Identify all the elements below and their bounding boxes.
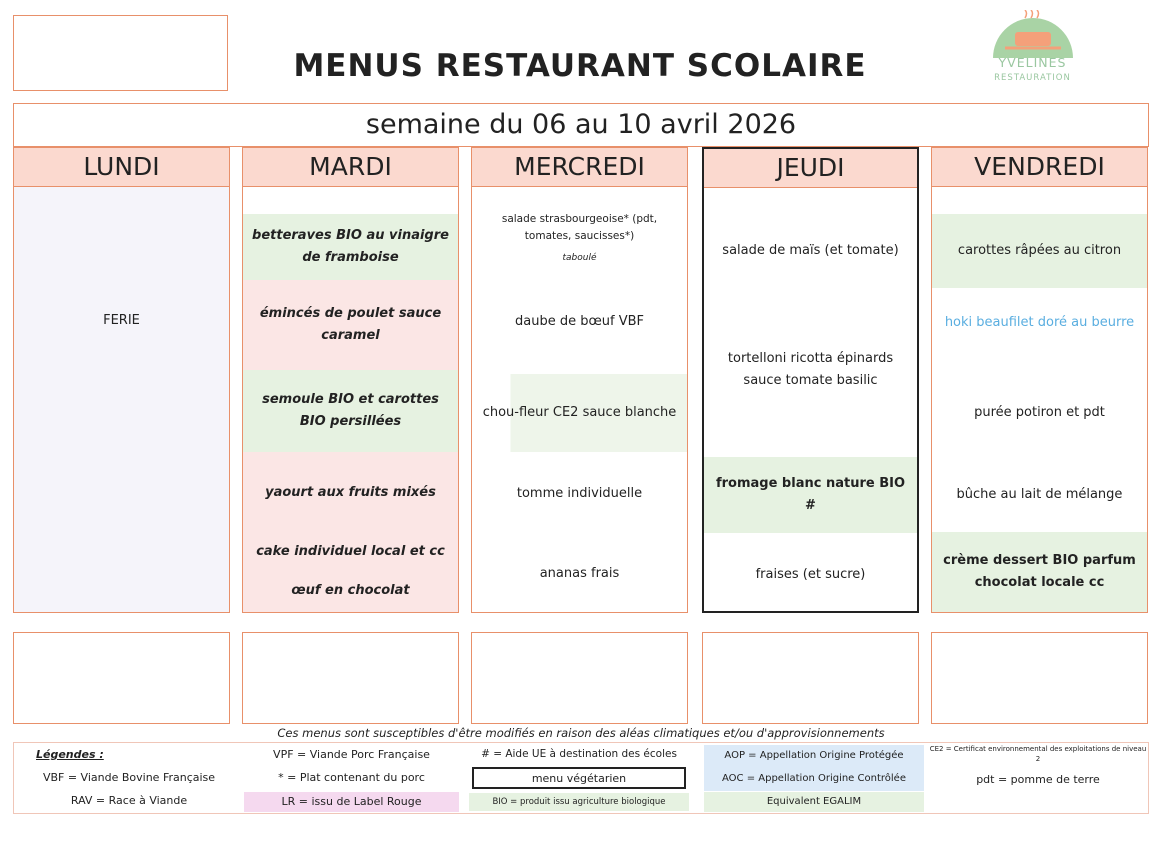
day-header-vendredi: VENDREDI bbox=[932, 148, 1147, 187]
legend-bio: BIO = produit issu agriculture biologique bbox=[469, 793, 689, 811]
legend-vbf: VBF = Viande Bovine Française bbox=[42, 771, 216, 784]
disclaimer: Ces menus sont susceptibles d'être modifiés en raison des aléas climatiques et/ou d'approvisionnements bbox=[277, 726, 885, 740]
bottom-box-mardi bbox=[242, 632, 459, 724]
legend-veg: menu végétarien bbox=[472, 767, 686, 789]
day-column-vendredi bbox=[931, 147, 1148, 613]
menu-item: tomme individuelle bbox=[516, 486, 643, 501]
menu-item: bûche au lait de mélange bbox=[956, 487, 1123, 502]
legend-box bbox=[13, 742, 1149, 814]
legend-aoc: AOC = Appellation Origine Contrôlée bbox=[704, 767, 924, 791]
legend-pdt: pdt = pomme de terre bbox=[976, 773, 1100, 786]
legend-title: Légendes : bbox=[36, 748, 104, 761]
bottom-box-lundi bbox=[13, 632, 230, 724]
menu-item: yaourt aux fruits mixés bbox=[243, 452, 458, 534]
menu-item: taboulé bbox=[562, 253, 597, 263]
menu-item: FERIE bbox=[103, 313, 140, 328]
day-column-lundi bbox=[13, 147, 230, 613]
logo-name: YVELINES bbox=[998, 55, 1067, 70]
menu-item: œuf en chocolat bbox=[243, 570, 458, 612]
menu-item: fraises (et sucre) bbox=[755, 567, 866, 582]
legend-rav: RAV = Race à Viande bbox=[70, 794, 188, 807]
menu-item: tortelloni ricotta épinards sauce tomate basilic bbox=[727, 351, 894, 388]
week-banner: semaine du 06 au 10 avril 2026 bbox=[13, 103, 1149, 147]
menu-item: carottes râpées au citron bbox=[932, 214, 1147, 288]
legend-ce2: CE2 = Certificat environnemental des exploitations de niveau 2 bbox=[929, 745, 1147, 763]
menu-item: purée potiron et pdt bbox=[974, 405, 1105, 420]
logo-subtitle: RESTAURATION bbox=[994, 73, 1071, 83]
menu-item: hoki beaufilet doré au beurre bbox=[944, 315, 1135, 330]
lundi-background bbox=[14, 187, 229, 612]
day-header-mardi: MARDI bbox=[243, 148, 458, 187]
page-title: MENUS RESTAURANT SCOLAIRE bbox=[293, 48, 867, 84]
day-column-mardi bbox=[242, 147, 459, 613]
day-column-mercredi bbox=[471, 147, 688, 613]
menu-item: cake individuel local et cc bbox=[243, 534, 458, 570]
legend-egalim: Equivalent EGALIM bbox=[704, 792, 924, 812]
legend-aop: AOP = Appellation Origine Protégée bbox=[704, 745, 924, 767]
menu-item: semoule BIO et carottes BIO persillées bbox=[243, 370, 458, 452]
menu-item: crème dessert BIO parfum chocolat locale cc bbox=[932, 532, 1147, 612]
bottom-box-mercredi bbox=[471, 632, 688, 724]
day-header-jeudi: JEUDI bbox=[704, 149, 917, 188]
day-header-lundi: LUNDI bbox=[14, 148, 229, 187]
top-left-blank-box bbox=[13, 15, 228, 91]
legend-lr: LR = issu de Label Rouge bbox=[244, 792, 459, 812]
legend-hash: # = Aide UE à destination des écoles bbox=[481, 748, 677, 760]
menu-item: chou-fleur CE2 sauce blanche bbox=[472, 374, 687, 452]
menu-item: salade de maïs (et tomate) bbox=[722, 243, 899, 258]
menu-item: fromage blanc nature BIO # bbox=[704, 457, 917, 533]
menu-item: émincés de poulet sauce caramel bbox=[243, 280, 458, 370]
bottom-box-vendredi bbox=[931, 632, 1148, 724]
menu-item: ananas frais bbox=[539, 566, 620, 581]
bottom-box-jeudi bbox=[702, 632, 919, 724]
day-header-mercredi: MERCREDI bbox=[472, 148, 687, 187]
menu-item: salade strasbourgeoise* (pdt, tomates, saucisses*) bbox=[501, 213, 658, 242]
menu-item: betteraves BIO au vinaigre de framboise bbox=[243, 214, 458, 280]
legend-star: * = Plat contenant du porc bbox=[278, 771, 425, 784]
day-column-jeudi bbox=[702, 147, 919, 613]
menu-item: daube de bœuf VBF bbox=[514, 314, 644, 329]
legend-vpf: VPF = Viande Porc Française bbox=[273, 748, 430, 761]
